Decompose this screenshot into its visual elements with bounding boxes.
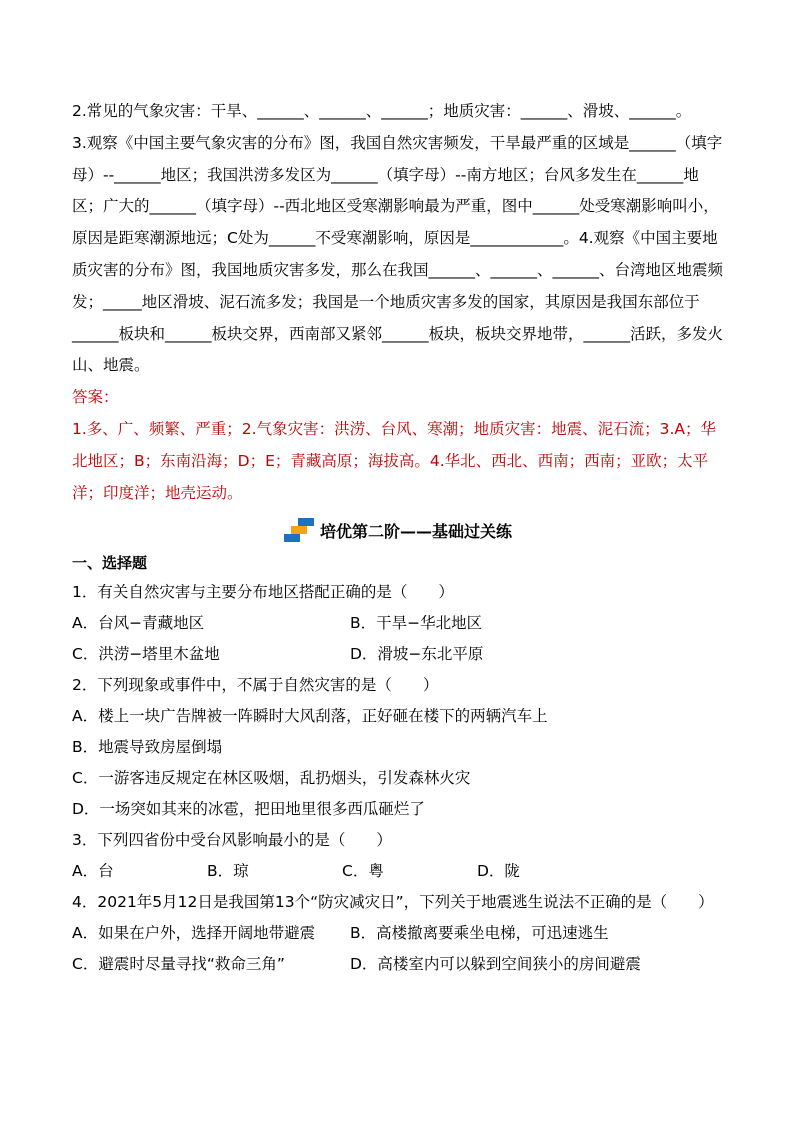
option-c: C．一游客违反规定在林区吸烟，乱扔烟头，引发森林火灾 — [72, 769, 471, 788]
answer-text: 1.多、广、频繁、严重；2.气象灾害：洪涝、台风、寒潮；地质灾害：地震、泥石流；3.A；华北地区；B；东南沿海；D；E；青藏高原；海拔高。4.华北、西北、西南；西南；亚欧；太平洋；印度洋；地壳运动。 — [72, 419, 716, 502]
question-3-4-text: 3.观察《中国主要气象灾害的分布》图，我国自然灾害频发，干旱最严重的区域是______（填字母）--______地区；我国洪涝多发区为______（填字母）--南方地区；台风多发生在______地区；广大的______（填字母）--西北地区受寒潮影响最为严重，图中______处受寒潮影响叫小，原因是距寒潮源地远；C处为______不受寒潮影响，原因是____________。4.观察《中国主要地质灾害的分布》图，我国地质灾害多发，那么在我国______、______、______、台湾地区地震频发；_____地区滑坡、泥石流多发；我国是一个地质灾害多发的国家，其原因是我国东部位于______板块和______板块交界，西南部又紧邻______板块，板块交界地带，______活跃，多发火山、地震。 — [72, 133, 724, 375]
option-d: D．滑坡−东北平原 — [350, 645, 484, 664]
question-4 — [72, 887, 724, 980]
stairs-icon — [284, 518, 314, 542]
option-a: A．如果在户外，选择开阔地带避震 — [72, 924, 316, 943]
option-b: B．高楼撤离要乘坐电梯，可迅速逃生 — [350, 924, 609, 943]
option-a: A．台风−青藏地区 — [72, 614, 205, 633]
question-stem: 2．下列现象或事件中，不属于自然灾害的是（ ） — [72, 676, 439, 695]
option-b: B．地震导致房屋倒塌 — [72, 738, 223, 757]
question-2-text: 2.常见的气象灾害：干旱、______、______、______；地质灾害：______、滑坡、______。 — [72, 102, 692, 120]
question-3 — [72, 825, 724, 887]
option-d: D．高楼室内可以躲到空间狭小的房间避震 — [350, 955, 641, 974]
option-b: B．干旱−华北地区 — [350, 614, 483, 633]
section-header — [72, 515, 724, 545]
question-stem: 4．2021年5月12日是我国第13个“防灾减灾日”，下列关于地震逃生说法不正确的是（ ） — [72, 893, 714, 912]
question-stem: 3．下列四省份中受台风影响最小的是（ ） — [72, 831, 392, 850]
options-row — [72, 639, 724, 670]
option-a: A．台 — [72, 862, 114, 881]
option-c: C．粤 — [342, 862, 384, 881]
option-c: C．洪涝−塔里木盆地 — [72, 645, 220, 664]
section-title: 培优第二阶——基础过关练 — [319, 521, 512, 541]
answer-label: 答案： — [72, 388, 119, 407]
options-row — [72, 918, 724, 949]
question-1 — [72, 577, 724, 670]
option-c: C．避震时尽量寻找“救命三角” — [72, 955, 285, 974]
option-a: A．楼上一块广告牌被一阵瞬时大风刮落，正好砸在楼下的两辆汽车上 — [72, 707, 548, 726]
part-title: 一、选择题 — [72, 554, 148, 573]
question-stem: 1．有关自然灾害与主要分布地区搭配正确的是（ ） — [72, 583, 454, 602]
options-row — [72, 608, 724, 639]
option-b: B．琼 — [207, 862, 249, 881]
options-row — [72, 949, 724, 980]
options-row — [72, 856, 724, 887]
question-2 — [72, 670, 724, 825]
option-d: D．陇 — [477, 862, 520, 881]
option-d: D．一场突如其来的冰雹，把田地里很多西瓜砸烂了 — [72, 800, 425, 819]
answer-block — [72, 382, 724, 509]
document-page — [72, 96, 724, 980]
